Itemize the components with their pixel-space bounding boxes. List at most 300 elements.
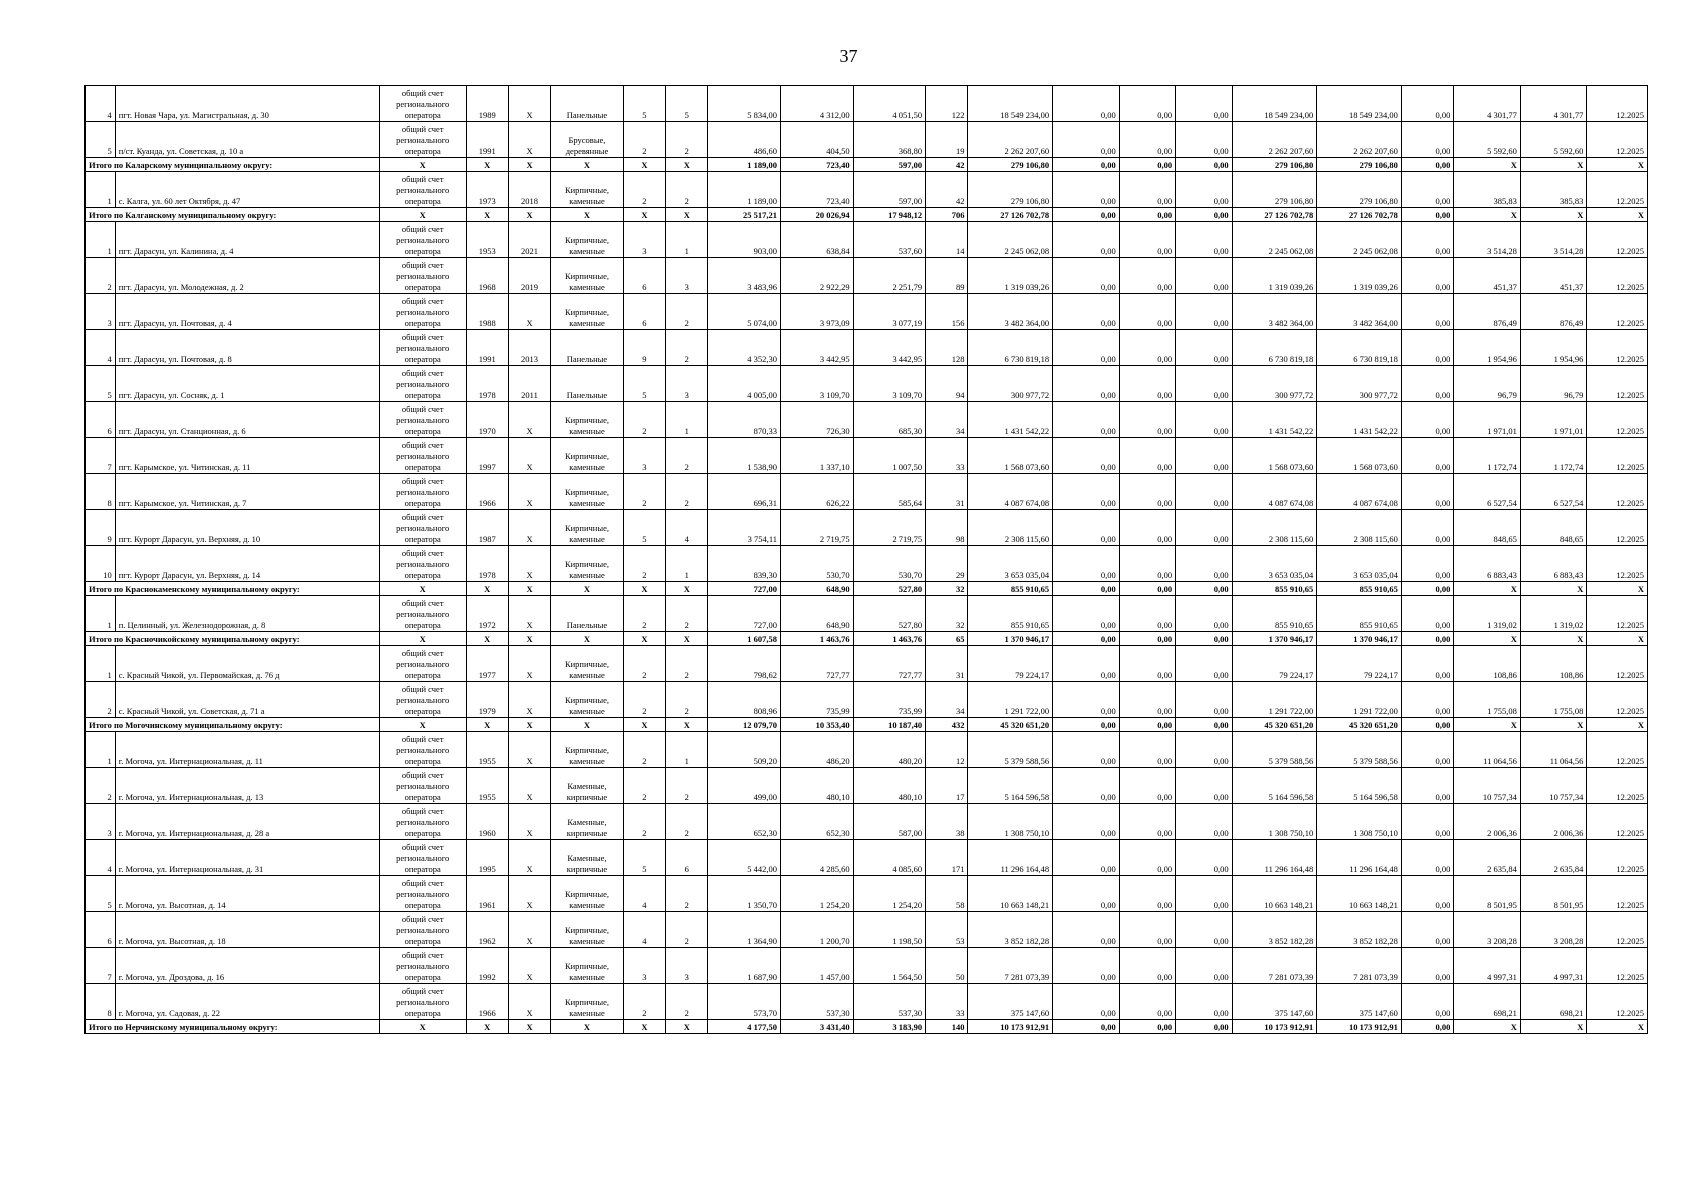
table-cell: 451,37 [1454, 258, 1521, 294]
table-cell: 2021 [508, 222, 550, 258]
table-cell: X [1587, 632, 1648, 646]
table-cell: 368,80 [853, 122, 926, 158]
table-cell: 6 527,54 [1454, 474, 1521, 510]
table-cell: X [508, 840, 550, 876]
table-cell: 4 285,60 [781, 840, 854, 876]
address-cell: пгт. Карымское, ул. Читинская, д. 7 [115, 474, 379, 510]
table-cell: 10 663 148,21 [1232, 876, 1317, 912]
table-body [85, 86, 1648, 1034]
table-cell: 1966 [466, 474, 508, 510]
building-row [85, 330, 1648, 366]
table-cell: 2 635,84 [1454, 840, 1521, 876]
table-cell: X [508, 158, 550, 172]
table-cell: 4 352,30 [708, 330, 781, 366]
table-cell: 0,00 [1176, 582, 1232, 596]
table-cell: 4 087 674,08 [968, 474, 1053, 510]
table-cell: 432 [926, 718, 968, 732]
table-cell: 855 910,65 [1232, 582, 1317, 596]
table-cell: 3 442,95 [781, 330, 854, 366]
building-row [85, 732, 1648, 768]
table-cell: 5 [666, 86, 708, 122]
table-cell: X [466, 1020, 508, 1034]
table-cell: 2 [666, 646, 708, 682]
table-cell: 10 187,40 [853, 718, 926, 732]
table-cell: 808,96 [708, 682, 781, 718]
table-cell: Кирпичные, каменные [551, 912, 624, 948]
table-cell: 18 549 234,00 [1317, 86, 1402, 122]
table-cell: 0,00 [1401, 402, 1453, 438]
table-cell: 34 [926, 682, 968, 718]
table-cell: 903,00 [708, 222, 781, 258]
table-cell: 2 [666, 596, 708, 632]
table-cell: 727,00 [708, 582, 781, 596]
table-cell: 6 [623, 294, 665, 330]
table-cell: 2 [623, 732, 665, 768]
building-row [85, 222, 1648, 258]
table-cell: 0,00 [1053, 208, 1120, 222]
table-cell: 33 [926, 984, 968, 1020]
table-cell: 2019 [508, 258, 550, 294]
row-number: 2 [85, 682, 115, 718]
table-cell: 6 730 819,18 [968, 330, 1053, 366]
table-cell: 0,00 [1053, 948, 1120, 984]
table-cell: 0,00 [1053, 912, 1120, 948]
table-cell: 1972 [466, 596, 508, 632]
table-cell: 2 [623, 768, 665, 804]
table-cell: 1 [666, 222, 708, 258]
table-cell: 2 262 207,60 [968, 122, 1053, 158]
table-cell: 20 026,94 [781, 208, 854, 222]
table-cell: 27 126 702,78 [968, 208, 1053, 222]
table-cell: 0,00 [1119, 1020, 1175, 1034]
table-cell: 12.2025 [1587, 984, 1648, 1020]
table-cell: 1 431 542,22 [1317, 402, 1402, 438]
table-cell: 10 173 912,91 [1317, 1020, 1402, 1034]
table-cell: X [508, 402, 550, 438]
table-cell: 385,83 [1520, 172, 1587, 208]
table-cell: 0,00 [1053, 366, 1120, 402]
table-cell: X [508, 1020, 550, 1034]
table-cell: 0,00 [1053, 646, 1120, 682]
table-cell: X [508, 294, 550, 330]
table-cell: 4 [623, 876, 665, 912]
table-cell: 1 971,01 [1454, 402, 1521, 438]
table-cell: X [508, 768, 550, 804]
table-cell: 0,00 [1119, 632, 1175, 646]
address-cell: пгт. Дарасун, ул. Почтовая, д. 8 [115, 330, 379, 366]
table-cell: 1 319 039,26 [1232, 258, 1317, 294]
table-cell: 0,00 [1119, 646, 1175, 682]
table-cell: 499,00 [708, 768, 781, 804]
table-cell: 1 431 542,22 [1232, 402, 1317, 438]
table-cell: 1978 [466, 546, 508, 582]
table-cell: 1 370 946,17 [1317, 632, 1402, 646]
table-cell: общий счет регионального оператора [379, 330, 466, 366]
table-cell: X [1520, 718, 1587, 732]
address-cell: г. Могоча, ул. Интернациональная, д. 11 [115, 732, 379, 768]
table-cell: 1955 [466, 768, 508, 804]
table-cell: 0,00 [1401, 876, 1453, 912]
table-cell: 727,77 [853, 646, 926, 682]
table-cell: 1977 [466, 646, 508, 682]
table-cell: 3 [623, 948, 665, 984]
table-cell: 5 834,00 [708, 86, 781, 122]
table-cell: 0,00 [1053, 718, 1120, 732]
table-cell: X [666, 632, 708, 646]
table-cell: 0,00 [1176, 768, 1232, 804]
table-cell: общий счет регионального оператора [379, 366, 466, 402]
table-cell: 3 [623, 438, 665, 474]
table-cell: 2 262 207,60 [1232, 122, 1317, 158]
table-cell: 11 296 164,48 [1317, 840, 1402, 876]
table-cell: X [379, 582, 466, 596]
table-cell: 300 977,72 [1317, 366, 1402, 402]
table-cell: 1 198,50 [853, 912, 926, 948]
table-cell: 32 [926, 596, 968, 632]
table-cell: 4 301,77 [1454, 86, 1521, 122]
table-cell: X [551, 208, 624, 222]
table-cell: 735,99 [781, 682, 854, 718]
table-cell: 1988 [466, 294, 508, 330]
table-cell: 1960 [466, 804, 508, 840]
table-cell: 0,00 [1401, 804, 1453, 840]
table-cell: 480,10 [853, 768, 926, 804]
table-cell: 2011 [508, 366, 550, 402]
table-cell: 0,00 [1176, 208, 1232, 222]
table-cell: X [379, 718, 466, 732]
table-cell: 140 [926, 1020, 968, 1034]
row-number: 8 [85, 984, 115, 1020]
table-cell: 1973 [466, 172, 508, 208]
table-cell: 0,00 [1176, 596, 1232, 632]
table-cell: 2 [623, 596, 665, 632]
table-cell: 3 442,95 [853, 330, 926, 366]
table-cell: 723,40 [781, 158, 854, 172]
table-cell: 509,20 [708, 732, 781, 768]
table-cell: X [666, 1020, 708, 1034]
table-cell: 1991 [466, 330, 508, 366]
table-cell: 1 370 946,17 [968, 632, 1053, 646]
table-cell: 1 431 542,22 [968, 402, 1053, 438]
table-cell: 0,00 [1401, 840, 1453, 876]
table-cell: 839,30 [708, 546, 781, 582]
table-cell: 1 457,00 [781, 948, 854, 984]
district-total-row [85, 582, 1648, 596]
table-cell: Каменные, кирпичные [551, 840, 624, 876]
table-cell: X [623, 1020, 665, 1034]
table-cell: X [1587, 582, 1648, 596]
table-cell: 0,00 [1119, 876, 1175, 912]
table-cell: X [623, 582, 665, 596]
table-cell: 2 [666, 912, 708, 948]
table-cell: 1 308 750,10 [968, 804, 1053, 840]
table-cell: 12.2025 [1587, 86, 1648, 122]
table-cell: общий счет регионального оператора [379, 294, 466, 330]
table-cell: X [1454, 208, 1521, 222]
table-cell: 2 [623, 546, 665, 582]
table-cell: 848,65 [1454, 510, 1521, 546]
table-cell: 14 [926, 222, 968, 258]
table-cell: 3 482 364,00 [1232, 294, 1317, 330]
address-cell: г. Могоча, ул. Интернациональная, д. 13 [115, 768, 379, 804]
table-cell: 0,00 [1053, 804, 1120, 840]
district-total-row [85, 208, 1648, 222]
table-cell: 2 [666, 768, 708, 804]
table-cell: 3 109,70 [853, 366, 926, 402]
table-cell: 279 106,80 [968, 158, 1053, 172]
table-cell: 108,86 [1454, 646, 1521, 682]
table-cell: 1 254,20 [853, 876, 926, 912]
building-row [85, 546, 1648, 582]
table-cell: 2 245 062,08 [968, 222, 1053, 258]
table-cell: 12.2025 [1587, 646, 1648, 682]
table-cell: общий счет регионального оператора [379, 876, 466, 912]
table-cell: 5 379 588,56 [1317, 732, 1402, 768]
row-number: 1 [85, 732, 115, 768]
table-cell: 0,00 [1119, 258, 1175, 294]
table-cell: X [1520, 582, 1587, 596]
address-cell: г. Могоча, ул. Высотная, д. 14 [115, 876, 379, 912]
table-cell: 0,00 [1401, 984, 1453, 1020]
table-cell: 29 [926, 546, 968, 582]
table-cell: 0,00 [1119, 222, 1175, 258]
table-cell: 404,50 [781, 122, 854, 158]
table-cell: X [379, 158, 466, 172]
table-cell: X [1587, 208, 1648, 222]
building-row [85, 912, 1648, 948]
table-cell: 12.2025 [1587, 682, 1648, 718]
table-cell: общий счет регионального оператора [379, 840, 466, 876]
table-cell: 0,00 [1176, 258, 1232, 294]
table-cell: 2 245 062,08 [1317, 222, 1402, 258]
table-cell: 3 852 182,28 [1317, 912, 1402, 948]
table-cell: 3 482 364,00 [968, 294, 1053, 330]
table-cell: X [551, 632, 624, 646]
table-cell: 96,79 [1520, 366, 1587, 402]
table-cell: Кирпичные, каменные [551, 438, 624, 474]
table-cell: 0,00 [1053, 474, 1120, 510]
table-cell: 0,00 [1176, 474, 1232, 510]
table-cell: 1978 [466, 366, 508, 402]
building-row [85, 840, 1648, 876]
table-cell: 0,00 [1401, 172, 1453, 208]
table-cell: 3 483,96 [708, 258, 781, 294]
table-cell: 870,33 [708, 402, 781, 438]
table-cell: Кирпичные, каменные [551, 474, 624, 510]
table-cell: 18 549 234,00 [1232, 86, 1317, 122]
table-cell: 1 463,76 [781, 632, 854, 646]
row-number: 5 [85, 122, 115, 158]
table-cell: 4 997,31 [1454, 948, 1521, 984]
table-cell: Кирпичные, каменные [551, 948, 624, 984]
building-row [85, 948, 1648, 984]
table-cell: 2 [666, 294, 708, 330]
table-cell: общий счет регионального оператора [379, 682, 466, 718]
district-total-row [85, 718, 1648, 732]
table-cell: 585,64 [853, 474, 926, 510]
table-cell: 0,00 [1119, 582, 1175, 596]
table-cell: 0,00 [1401, 158, 1453, 172]
table-cell: 5 379 588,56 [1232, 732, 1317, 768]
table-cell: 2 [623, 474, 665, 510]
table-cell: 12.2025 [1587, 876, 1648, 912]
table-cell: 648,90 [781, 582, 854, 596]
table-cell: 2 245 062,08 [1232, 222, 1317, 258]
table-cell: 0,00 [1053, 158, 1120, 172]
table-cell: 0,00 [1401, 366, 1453, 402]
table-cell: 12.2025 [1587, 840, 1648, 876]
row-number: 10 [85, 546, 115, 582]
table-cell: 855 910,65 [1232, 596, 1317, 632]
table-cell: 0,00 [1053, 330, 1120, 366]
table-cell: 0,00 [1401, 438, 1453, 474]
table-cell: 0,00 [1176, 682, 1232, 718]
table-cell: 89 [926, 258, 968, 294]
table-cell: 727,77 [781, 646, 854, 682]
table-cell: 1 319,02 [1520, 596, 1587, 632]
table-cell: 6 [623, 258, 665, 294]
row-number: 4 [85, 840, 115, 876]
table-cell: 42 [926, 158, 968, 172]
table-cell: 3 754,11 [708, 510, 781, 546]
table-cell: 4 087 674,08 [1317, 474, 1402, 510]
table-cell: 5 442,00 [708, 840, 781, 876]
building-row [85, 366, 1648, 402]
table-cell: 0,00 [1176, 646, 1232, 682]
table-cell: X [508, 208, 550, 222]
row-number: 4 [85, 86, 115, 122]
table-cell: 486,60 [708, 122, 781, 158]
table-cell: 10 757,34 [1454, 768, 1521, 804]
table-cell: 31 [926, 646, 968, 682]
row-number: 1 [85, 596, 115, 632]
table-cell: 45 320 651,20 [968, 718, 1053, 732]
table-cell: 1962 [466, 912, 508, 948]
table-cell: 0,00 [1401, 582, 1453, 596]
table-cell: X [508, 474, 550, 510]
table-cell: X [508, 912, 550, 948]
table-cell: 0,00 [1401, 596, 1453, 632]
building-row [85, 876, 1648, 912]
page-number: 37 [839, 46, 858, 66]
table-cell: 5 592,60 [1520, 122, 1587, 158]
table-cell: Панельные [551, 330, 624, 366]
table-cell: X [379, 1020, 466, 1034]
table-cell: 2 719,75 [781, 510, 854, 546]
table-cell: 4 085,60 [853, 840, 926, 876]
table-cell: 0,00 [1176, 948, 1232, 984]
table-cell: 3 077,19 [853, 294, 926, 330]
table-cell: 726,30 [781, 402, 854, 438]
table-cell: X [666, 582, 708, 596]
table-cell: 0,00 [1176, 222, 1232, 258]
table-cell: X [1454, 632, 1521, 646]
table-cell: 573,70 [708, 984, 781, 1020]
table-cell: X [379, 208, 466, 222]
district-total-label: Итого по Нерчинскому муниципальному округу: [85, 1020, 379, 1034]
table-cell: 855 910,65 [1317, 596, 1402, 632]
table-cell: 0,00 [1119, 804, 1175, 840]
table-cell: 0,00 [1401, 948, 1453, 984]
table-cell: X [551, 718, 624, 732]
table-cell: X [551, 1020, 624, 1034]
table-cell: X [1454, 718, 1521, 732]
table-cell: 279 106,80 [1317, 158, 1402, 172]
table-cell: 3 431,40 [781, 1020, 854, 1034]
table-cell: 1992 [466, 948, 508, 984]
building-row [85, 172, 1648, 208]
table-cell: 17 [926, 768, 968, 804]
table-cell: X [551, 582, 624, 596]
table-cell: 0,00 [1053, 840, 1120, 876]
table-cell: 5 164 596,58 [968, 768, 1053, 804]
table-cell: 7 281 073,39 [1232, 948, 1317, 984]
table-cell: 0,00 [1401, 732, 1453, 768]
table-cell: 65 [926, 632, 968, 646]
table-cell: X [508, 718, 550, 732]
table-cell: 0,00 [1053, 546, 1120, 582]
table-cell: 652,30 [781, 804, 854, 840]
table-cell: 3 852 182,28 [968, 912, 1053, 948]
table-cell: 486,20 [781, 732, 854, 768]
table-cell: 0,00 [1119, 912, 1175, 948]
table-cell: X [623, 158, 665, 172]
table-cell: 685,30 [853, 402, 926, 438]
table-cell: 6 730 819,18 [1232, 330, 1317, 366]
table-cell: 12.2025 [1587, 948, 1648, 984]
table-cell: 1 291 722,00 [968, 682, 1053, 718]
table-cell: 2 [666, 172, 708, 208]
table-cell: 0,00 [1176, 912, 1232, 948]
row-number: 6 [85, 402, 115, 438]
table-cell: 3 [623, 222, 665, 258]
table-cell: X [623, 632, 665, 646]
table-cell: 12.2025 [1587, 172, 1648, 208]
table-cell: 279 106,80 [968, 172, 1053, 208]
table-cell: 1989 [466, 86, 508, 122]
table-cell: X [1587, 718, 1648, 732]
table-cell: 34 [926, 402, 968, 438]
building-row [85, 510, 1648, 546]
table-cell: 1 189,00 [708, 172, 781, 208]
district-total-label: Итого по Красночикойскому муниципальному округу: [85, 632, 379, 646]
table-cell: общий счет регионального оператора [379, 438, 466, 474]
table-cell: 0,00 [1119, 86, 1175, 122]
table-cell: X [1520, 632, 1587, 646]
table-cell: 6 883,43 [1520, 546, 1587, 582]
table-cell: X [666, 718, 708, 732]
table-cell: 0,00 [1401, 208, 1453, 222]
table-cell: Кирпичные, каменные [551, 402, 624, 438]
table-cell: общий счет регионального оператора [379, 474, 466, 510]
table-cell: 10 173 912,91 [1232, 1020, 1317, 1034]
table-cell: 0,00 [1053, 1020, 1120, 1034]
table-cell: Кирпичные, каменные [551, 172, 624, 208]
table-cell: 58 [926, 876, 968, 912]
table-cell: 527,80 [853, 582, 926, 596]
table-cell: 0,00 [1119, 682, 1175, 718]
building-row [85, 804, 1648, 840]
row-number: 5 [85, 366, 115, 402]
table-cell: X [1587, 158, 1648, 172]
table-cell: 0,00 [1119, 158, 1175, 172]
table-cell: Кирпичные, каменные [551, 732, 624, 768]
row-number: 1 [85, 646, 115, 682]
table-cell: 12.2025 [1587, 438, 1648, 474]
table-cell: 2 [623, 172, 665, 208]
table-cell: 0,00 [1176, 172, 1232, 208]
address-cell: пгт. Карымское, ул. Читинская, д. 11 [115, 438, 379, 474]
